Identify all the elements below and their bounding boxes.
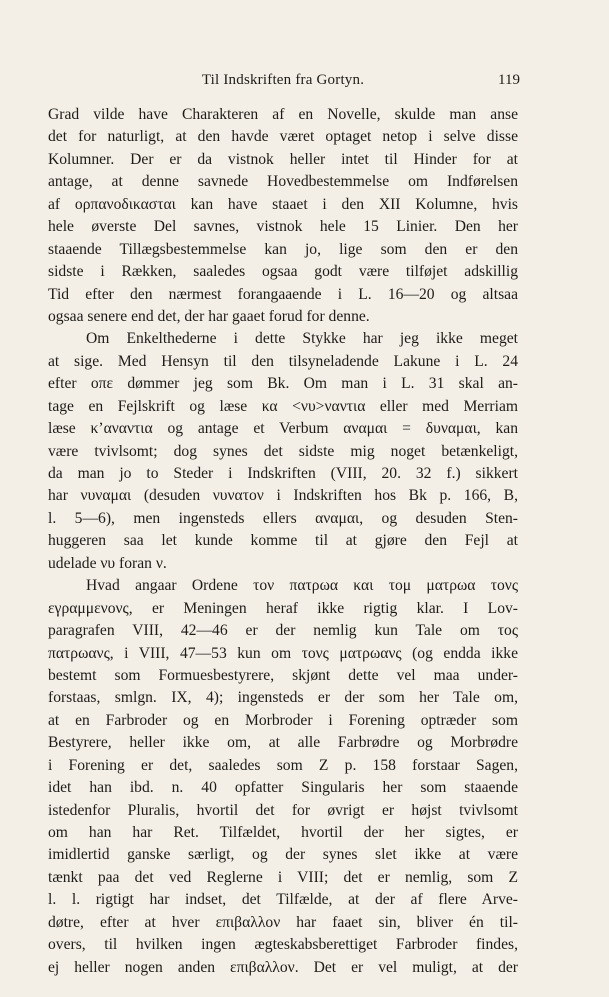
running-head	[48, 72, 518, 92]
text-line: Hvad angaar Ordene τον πατρωα και τομ ματρωα τονς	[86, 577, 518, 595]
text-line: antage, at denne savnede Hovedbestemmelse om Indførelsen	[48, 173, 518, 191]
text-line: imidlertid ganske særligt, og der synes slet ikke at være	[48, 846, 518, 864]
text-line: sidste i Rækken, saaledes ogsaa godt være tilføjet adskillig	[48, 263, 518, 281]
text-line: være tvivlsomt; dog synes det sidste mig noget betænkeligt,	[48, 442, 518, 460]
text-line: Tid efter den nærmest forangaaende i L. 16—20 og altsaa	[48, 285, 518, 303]
body-text	[48, 104, 518, 979]
text-line: døtre, efter at hver επιβαλλον har faaet sin, bliver én til-	[48, 913, 518, 931]
page-number: 119	[498, 72, 520, 88]
text-line: ogsaa senere end det, der har gaaet forud for denne.	[48, 307, 370, 325]
text-line: udelade νυ foran ν.	[48, 554, 167, 572]
text-line: istedenfor Pluralis, hvortil det for øvrigt er højst tvivlsomt	[48, 801, 518, 819]
text-line: Om Enkelthederne i dette Stykke har jeg ikke meget	[86, 330, 518, 348]
text-line: da man jo to Steder i Indskriften (VIII, 20. 32 f.) sikkert	[48, 465, 518, 482]
text-line: idet han ibd. n. 40 opfatter Singularis her som staaende	[48, 779, 518, 797]
text-line: læse κ’αναντια og antage et Verbum αναμαι = δυναμαι, kan	[48, 420, 518, 438]
text-line: Grad vilde have Charakteren af en Novelle, skulde man anse	[48, 106, 518, 123]
text-line: l. 5—6), men ingensteds ellers αναμαι, og desuden Sten-	[48, 509, 518, 527]
text-line: at en Farbroder og en Morbroder i Forening optræder som	[48, 711, 518, 729]
text-line: tænkt paa det ved Reglerne i VIII; det er nemlig, som Z	[48, 868, 518, 886]
text-line: forstaas, smlgn. IX, 4); ingensteds er der som her Tale om,	[48, 689, 518, 707]
text-line: Bestyrere, heller ikke om, at alle Farbrødre og Morbrødre	[48, 734, 518, 752]
text-line: huggeren saa let kunde komme til at gjøre den Fejl at	[48, 532, 518, 550]
text-line: Kolumner. Der er da vistnok heller intet til Hinder for at	[48, 150, 518, 168]
text-line: εγραμμενονς, er Meningen heraf ikke rigtig klar. I Lov-	[48, 599, 518, 617]
text-line: bestemt som Formuesbestyrere, skjønt dette vel maa under-	[48, 666, 518, 684]
text-line: overs, til hvilken ingen ægteskabsberettiget Farbroder findes,	[48, 936, 518, 954]
text-line: paragrafen VIII, 42—46 er der nemlig kun Tale om τος	[48, 622, 518, 640]
text-line: tage en Fejlskrift og læse κα <νυ>ναντια eller med Merriam	[48, 397, 518, 415]
text-line: det for naturligt, at den havde været optaget netop i selve disse	[48, 128, 518, 146]
text-line: ej heller nogen anden επιβαλλον. Det er vel muligt, at der	[48, 958, 518, 976]
text-line: l. l. rigtigt har indset, det Tilfælde, at der af flere Arve-	[48, 891, 518, 909]
text-line: har νυναμαι (desuden νυνατον i Indskriften hos Bk p. 166, B,	[48, 487, 518, 505]
text-line: om han har Ret. Tilfældet, hvortil der her sigtes, er	[48, 824, 518, 841]
text-line: at sige. Med Hensyn til den tilsyneladende Lakune i L. 24	[48, 352, 518, 370]
text-line: hele øverste Del savnes, vistnok hele 15 Linier. Den her	[48, 218, 518, 236]
text-line: efter οπε dømmer jeg som Bk. Om man i L. 31 skal an-	[48, 375, 518, 393]
text-line: πατρωανς, i VIII, 47—53 kun om τονς ματρωανς (og endda ikke	[48, 644, 518, 662]
text-line: staaende Tillægsbestemmelse kan jo, lige som den er den	[48, 240, 518, 258]
text-line: af ορπανοδικασται kan have staaet i den XII Kolumne, hvis	[48, 195, 518, 213]
text-line: i Forening er det, saaledes som Z p. 158 forstaar Sagen,	[48, 756, 518, 774]
running-title: Til Indskriften fra Gortyn.	[201, 72, 365, 88]
